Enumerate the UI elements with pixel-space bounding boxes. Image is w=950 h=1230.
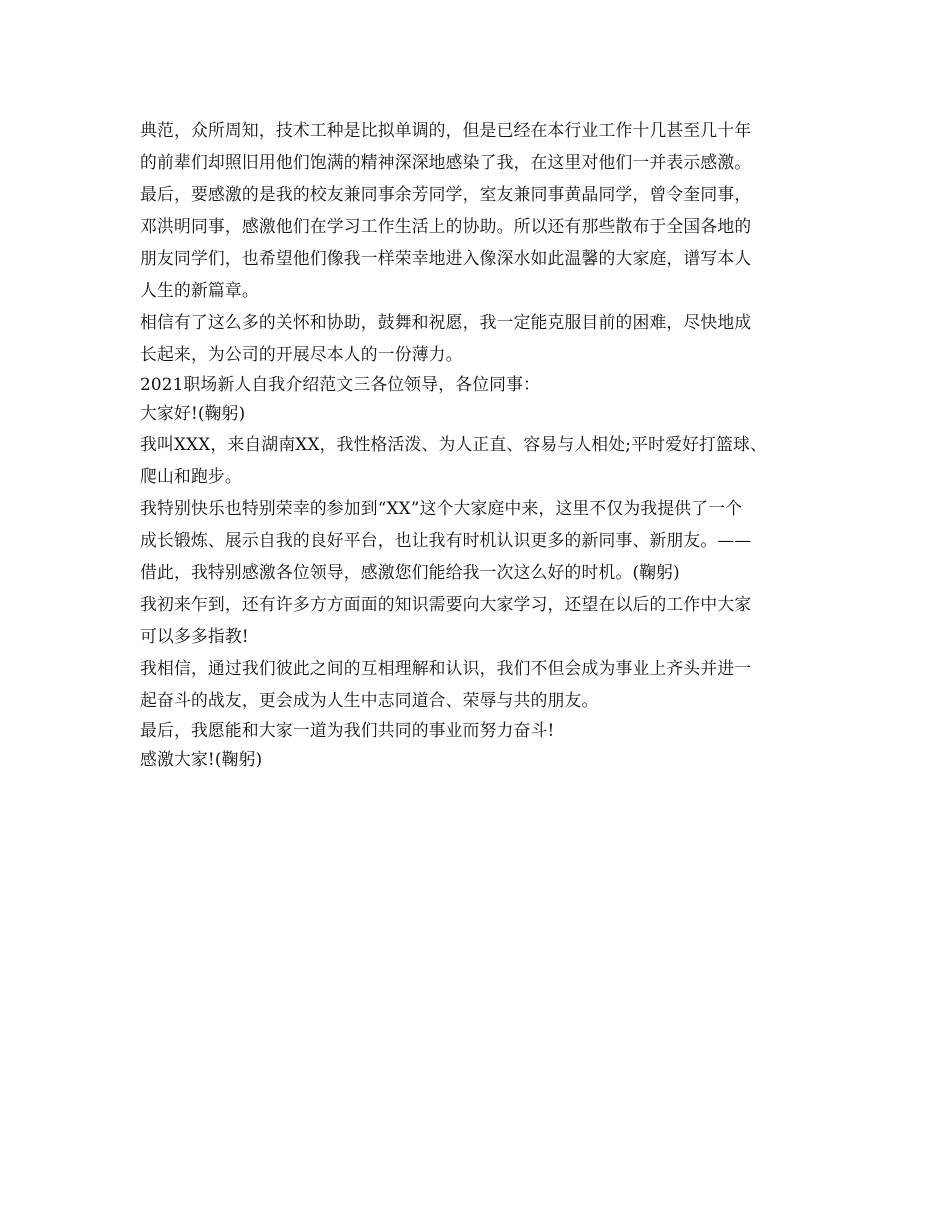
text-line: 朋友同学们，也希望他们像我一样荣幸地进入像深水如此温馨的大家庭，谱写本人 (140, 248, 752, 268)
paragraph-section-heading (140, 370, 830, 399)
text-line: 起奋斗的战友，更会成为人生中志同道合、荣辱与共的朋友。 (140, 690, 599, 710)
text-line: 成长锻炼、展示自我的良好平台，也让我有时机认识更多的新同事、新朋友。—— (140, 530, 752, 550)
document-body (140, 114, 830, 774)
paragraph-thanks-colleagues (140, 178, 830, 306)
paragraph-newcomer (140, 588, 830, 652)
text-line: 最后，要感激的是我的校友兼同事余芳同学，室友兼同事黄晶同学，曾令奎同事， (140, 184, 752, 204)
text-line: 最后，我愿能和大家一道为我们共同的事业而努力奋斗! (140, 720, 555, 740)
paragraph-confidence (140, 306, 830, 370)
text-line: 邓洪明同事，感激他们在学习工作生活上的协助。所以还有那些散布于全国各地的 (140, 216, 752, 236)
text-line: 我特别快乐也特别荣幸的参加到“XX”这个大家庭中来，这里不仅为我提供了一个 (140, 498, 743, 518)
greeting-line: 大家好!(鞠躬) (140, 403, 246, 423)
text-line: 我相信，通过我们彼此之间的互相理解和认识，我们不但会成为事业上齐头并进一 (140, 658, 752, 678)
paragraph-thanks-elders (140, 114, 830, 178)
text-line: 我初来乍到，还有许多方方面面的知识需要向大家学习，还望在以后的工作中大家 (140, 594, 752, 614)
text-line: 借此，我特别感激各位领导，感激您们能给我一次这么好的时机。(鞠躬) (140, 562, 680, 582)
text-line: 我叫XXX，来自湖南XX，我性格活泼、为人正直、容易与人相处;平时爱好打篮球、 (140, 434, 767, 454)
text-line: 可以多多指教! (140, 626, 249, 646)
paragraph-belief (140, 652, 830, 716)
paragraph-joining (140, 492, 830, 588)
text-line: 相信有了这么多的关怀和协助，鼓舞和祝愿，我一定能克服目前的困难，尽快地成 (140, 312, 752, 332)
paragraph-greeting (140, 399, 830, 428)
text-line: 的前辈们却照旧用他们饱满的精神深深地感染了我，在这里对他们一并表示感激。 (140, 152, 752, 172)
paragraph-self-intro (140, 428, 830, 492)
text-line: 长起来，为公司的开展尽本人的一份薄力。 (140, 344, 463, 364)
text-line: 感激大家!(鞠躬) (140, 749, 263, 769)
text-line: 人生的新篇章。 (140, 280, 259, 300)
paragraph-closing-wish (140, 716, 830, 745)
text-line: 典范，众所周知，技术工种是比拟单调的，但是已经在本行业工作十几甚至几十年 (140, 120, 752, 140)
section-heading-line: 2021职场新人自我介绍范文三各位领导，各位同事： (140, 374, 541, 394)
text-line: 爬山和跑步。 (140, 466, 242, 486)
paragraph-closing-thanks (140, 745, 830, 774)
